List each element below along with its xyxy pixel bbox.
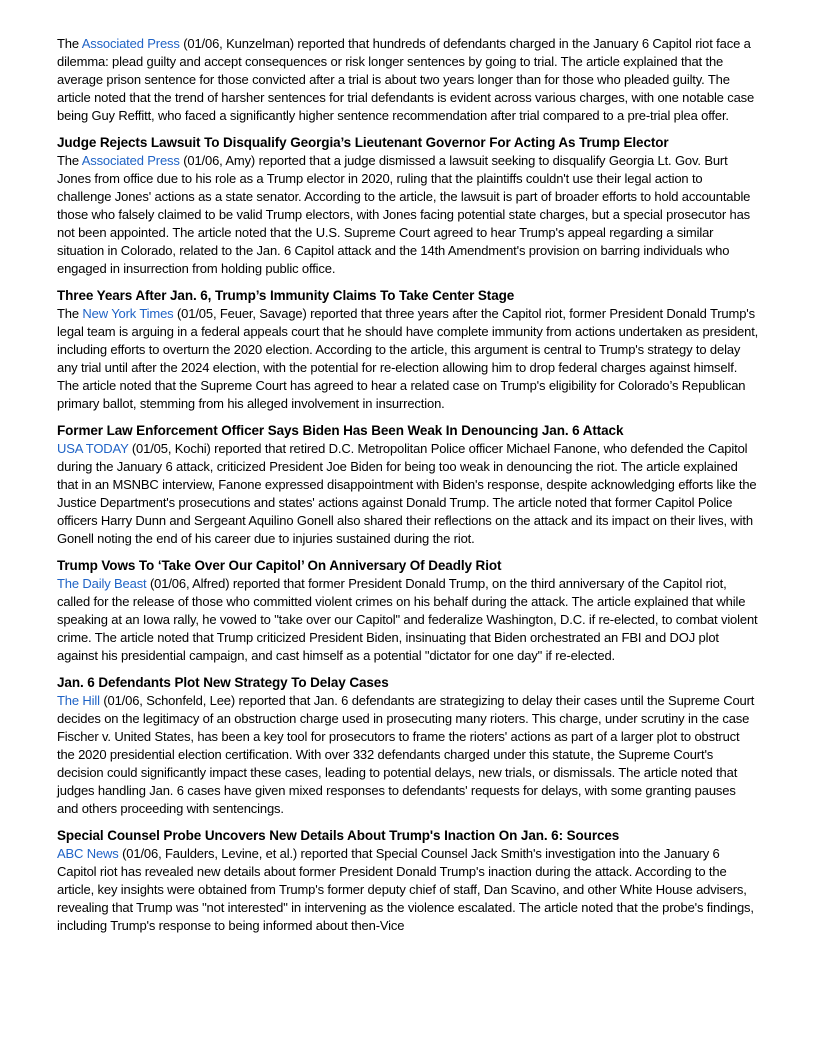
article-headline: Trump Vows To ‘Take Over Our Capitol’ On Anniversary Of Deadly Riot bbox=[57, 558, 502, 573]
source-link-associated-press[interactable]: Associated Press bbox=[81, 36, 180, 51]
article-trump-immunity bbox=[57, 287, 760, 413]
article-body bbox=[57, 152, 760, 278]
article-headline: Three Years After Jan. 6, Trump’s Immunity Claims To Take Center Stage bbox=[57, 288, 515, 303]
article-lead: The bbox=[57, 153, 82, 168]
article-body bbox=[57, 575, 760, 665]
article-text: (01/06, Faulders, Levine, et al.) reported that Special Counsel Jack Smith's investigation into the January 6 Capitol riot has revealed new details about former President Donald Trump's inaction during the attack. According to the article, key insights were obtained from Trump's former deputy chief of staff, Dan Scavino, and other White House advisers, revealing that Trump was "not interested" in intervening as the violence escalated. The article noted that the probe's findings, including Trump's response to being informed about then-Vice bbox=[57, 846, 754, 933]
article-lead: The bbox=[57, 306, 83, 321]
article-text: (01/05, Kochi) reported that retired D.C. Metropolitan Police officer Michael Fanone, who defended the Capitol during the January 6 attack, criticized President Joe Biden for being too weak in denouncing the riot. The article explained that in an MSNBC interview, Fanone expressed disappointment with Biden's response, despite acknowledging efforts like the Justice Department's prosecutions and states' actions against Donald Trump. The article noted that former Capitol Police officers Harry Dunn and Sergeant Aquilino Gonell also shared their reflections on the attack and its impact on their lives, with Gonell noting the end of his career due to injuries sustained during the riot. bbox=[57, 441, 757, 546]
article-fanone-biden bbox=[57, 422, 760, 548]
source-link-the-hill[interactable]: The Hill bbox=[57, 693, 100, 708]
source-link-abc-news[interactable]: ABC News bbox=[57, 846, 119, 861]
article-headline: Judge Rejects Lawsuit To Disqualify Georgia’s Lieutenant Governor For Acting As Trump Elector bbox=[57, 135, 669, 150]
article-headline: Former Law Enforcement Officer Says Biden Has Been Weak In Denouncing Jan. 6 Attack bbox=[57, 423, 624, 438]
article-lead: The bbox=[57, 36, 82, 51]
article-text: (01/06, Alfred) reported that former President Donald Trump, on the third anniversary of the Capitol riot, called for the release of those who committed violent crimes on his behalf during the attack. The article explained that while speaking at an Iowa rally, he vowed to "take over our Capitol" and federalize Washington, D.C. if re-elected, to combat violent crime. The article noted that Trump criticized President Biden, insinuating that Biden orchestrated an FBI and DOJ plot against his presidential campaign, and cast himself as a potential "dictator for one day" if re-elected. bbox=[57, 576, 758, 663]
article-body bbox=[57, 440, 760, 548]
article-text: (01/06, Schonfeld, Lee) reported that Jan. 6 defendants are strategizing to delay their cases until the Supreme Court decides on the legitimacy of an obstruction charge used in prosecuting many rioters. This charge, under scrutiny in the case Fischer v. United States, has been a key tool for prosecutors to frame the rioters' actions as part of a larger plot to obstruct the 2020 presidential election certification. With over 332 defendants charged under this statute, the Supreme Court's decision could significantly impact these cases, leading to potential delays, new trials, or dismissals. The article noted that judges handling Jan. 6 cases have given mixed responses to defendants' requests for delays, with some granting pauses and others proceeding with sentencings. bbox=[57, 693, 755, 816]
article-defendants-delay bbox=[57, 674, 760, 818]
source-link-usa-today[interactable]: USA TODAY bbox=[57, 441, 129, 456]
article-special-counsel-probe bbox=[57, 827, 760, 935]
article-body bbox=[57, 35, 760, 125]
article-ap-plea-dilemma bbox=[57, 35, 760, 125]
source-link-new-york-times[interactable]: New York Times bbox=[82, 306, 174, 321]
source-link-associated-press[interactable]: Associated Press bbox=[81, 153, 180, 168]
article-take-over-capitol bbox=[57, 557, 760, 665]
source-link-daily-beast[interactable]: The Daily Beast bbox=[57, 576, 147, 591]
news-digest-page bbox=[57, 35, 760, 944]
article-georgia-lt-governor bbox=[57, 134, 760, 278]
article-text: (01/06, Amy) reported that a judge dismissed a lawsuit seeking to disqualify Georgia Lt. Gov. Burt Jones from office due to his role as a Trump elector in 2020, ruling that the plaintiffs couldn't use their legal action to challenge Jones' actions as a state senator. According to the article, the lawsuit is part of broader efforts to hold accountable those who falsely claimed to be valid Trump electors, with Jones facing potential state charges, but a special prosecutor has not been appointed. The article noted that the U.S. Supreme Court agreed to hear Trump's appeal regarding a similar situation in Colorado, related to the Jan. 6 Capitol attack and the 14th Amendment's provision on barring individuals who engaged in insurrection from holding public office. bbox=[57, 153, 751, 276]
article-body bbox=[57, 845, 760, 935]
article-headline: Jan. 6 Defendants Plot New Strategy To Delay Cases bbox=[57, 675, 389, 690]
article-text: (01/05, Feuer, Savage) reported that three years after the Capitol riot, former President Donald Trump's legal team is arguing in a federal appeals court that he should have complete immunity from actions undertaken as president, including efforts to overturn the 2020 election. According to the article, this argument is central to Trump's strategy to delay any trial until after the 2024 election, with the potential for re-election allowing him to drop federal charges against himself. The article noted that the Supreme Court has agreed to hear a related case on Trump's eligibility for Colorado’s Republican primary ballot, stemming from his alleged involvement in insurrection. bbox=[57, 306, 759, 411]
article-text: (01/06, Kunzelman) reported that hundreds of defendants charged in the January 6 Capitol riot face a dilemma: plead guilty and accept consequences or risk longer sentences by going to trial. The article explained that the average prison sentence for those convicted after a trial is about two years longer than for those who pleaded guilty. The article noted that the trend of harsher sentences for trial defendants is evident across various charges, with one notable case being Guy Reffitt, who faced a significantly higher sentence recommendation after trial compared to a pre-trial plea offer. bbox=[57, 36, 755, 123]
article-body bbox=[57, 305, 760, 413]
article-body bbox=[57, 692, 760, 818]
article-headline: Special Counsel Probe Uncovers New Details About Trump's Inaction On Jan. 6: Sources bbox=[57, 828, 620, 843]
